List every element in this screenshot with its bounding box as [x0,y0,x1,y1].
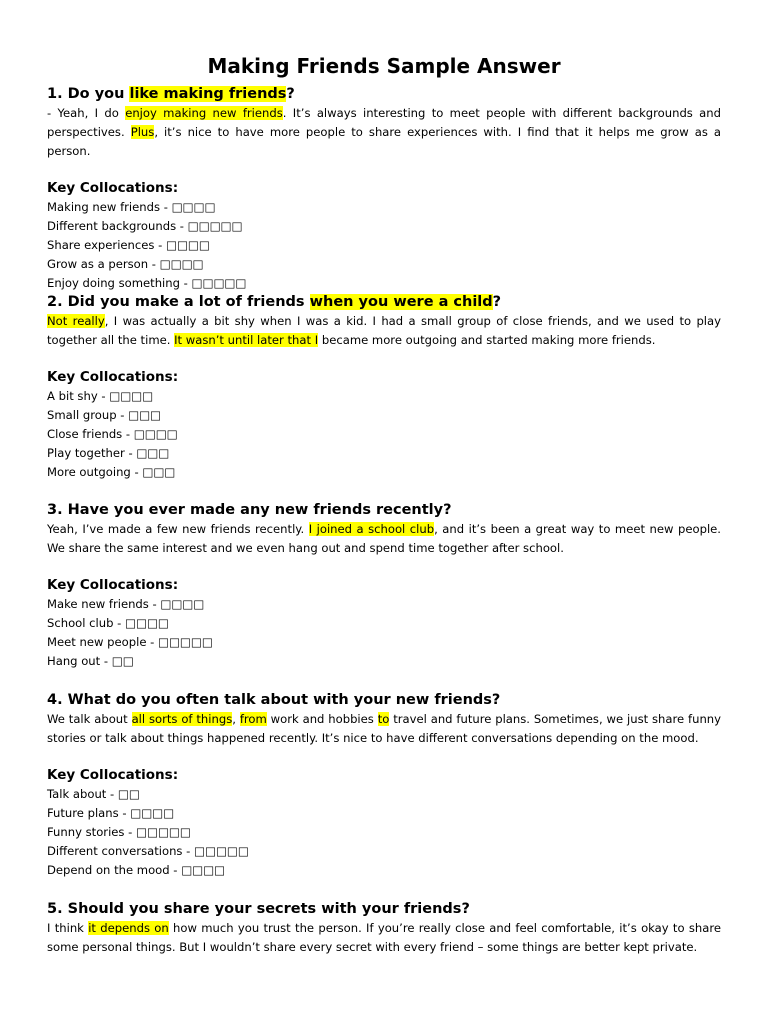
text-run: ? [492,294,502,310]
collocation-term: Hang out - [47,654,112,668]
collocation-item [47,274,721,293]
collocation-item [47,823,721,842]
collocation-item [47,217,721,236]
question-heading [47,292,721,312]
collocation-gloss: □□□□ [160,597,205,611]
highlighted-text: all sorts of things [131,712,233,726]
highlighted-text: like making friends [129,86,287,102]
collocation-item [47,236,721,255]
text-run: 5. Should you share your secrets with your friends? [47,901,470,917]
text-run: 1. Do you [47,86,130,102]
text-run: how much you trust the person. If you’re really close and feel comfortable, it’s okay to share some personal things. But I wouldn’t share every secret with every friend – some things are better kept private. [47,921,721,954]
text-run: 3. Have you ever made any new friends recently? [47,502,452,518]
collocation-item [47,861,721,880]
question-heading [47,500,721,520]
text-run: - Yeah, I do [47,106,126,120]
collocation-gloss: □□ [117,787,140,801]
collocation-term: Different backgrounds - [47,219,188,233]
collocation-item [47,255,721,274]
highlighted-text: to [377,712,390,726]
collocation-item [47,804,721,823]
collocation-term: Close friends - [47,427,134,441]
text-run: ? [286,86,295,102]
highlighted-text: when you were a child [309,294,493,310]
collocation-gloss: □□□□ [133,427,178,441]
collocation-gloss: □□□ [136,446,170,460]
collocation-item [47,425,721,444]
text-run: travel and future plans. Sometimes, we just share funny stories or talk about things happened recently. It’s nice to have different conversations depending on the mood. [47,712,722,745]
text-run: , and it’s been a great way to meet new people. We share the same interest and we even hang out and spend time together after school. [47,522,721,555]
collocation-gloss: □□□□ [171,200,216,214]
collocation-term: Share experiences - [47,238,166,252]
collocation-term: Play together - [47,446,137,460]
collocation-gloss: □□□□□ [158,635,213,649]
qa-section [47,899,721,957]
highlighted-text: I joined a school club [308,522,435,536]
collocation-item [47,463,721,482]
qa-section [47,500,721,671]
collocation-term: Enjoy doing something - [47,276,192,290]
highlighted-text: It wasn’t until later that I [174,333,319,347]
collocation-gloss: □□□ [142,465,176,479]
text-run: 4. What do you often talk about with your new friends? [47,692,501,708]
collocation-gloss: □□□□ [159,257,204,271]
question-heading [47,690,721,710]
collocation-item [47,842,721,861]
collocation-gloss: □□□□ [130,806,175,820]
collocation-term: Meet new people - [47,635,159,649]
text-run: , [232,712,240,726]
answer-paragraph [47,710,721,748]
text-run: Yeah, I’ve made a few new friends recently. [47,522,309,536]
text-run: , I was actually a bit shy when I was a kid. I had a small group of close friends, and we used to play together all the time. [47,314,721,347]
collocation-gloss: □□□□□ [187,219,243,233]
highlighted-text: Not really [47,314,105,328]
collocation-term: Make new friends - [47,597,161,611]
collocation-gloss: □□□□ [166,238,210,252]
key-collocations-heading: Key Collocations: [47,369,179,385]
collocation-item [47,633,721,652]
answer-paragraph [47,919,721,957]
collocation-term: Making new friends - [47,200,172,214]
collocation-gloss: □□□□□ [136,825,191,839]
answer-paragraph [47,312,721,350]
qa-section [47,690,721,880]
collocation-item [47,406,721,425]
collocation-gloss: □□ [111,654,134,668]
text-run: We talk about [47,712,132,726]
collocation-item [47,595,721,614]
collocation-term: Talk about - [47,787,118,801]
collocation-gloss: □□□□□ [191,276,247,290]
collocation-gloss: □□□ [128,408,161,422]
collocation-gloss: □□□□ [181,863,226,877]
question-heading [47,899,721,919]
collocation-term: A bit shy - [47,389,110,403]
highlighted-text: from [239,712,267,726]
answer-paragraph [47,520,721,558]
collocation-item [47,198,721,217]
collocation-term: Grow as a person - [47,257,160,271]
collocation-term: Funny stories - [47,825,137,839]
highlighted-text: enjoy making new friends [125,106,283,120]
qa-section [47,84,721,293]
text-run: I think [47,921,89,935]
page-title: Making Friends Sample Answer [207,54,561,78]
collocation-item [47,614,721,633]
key-collocations-heading: Key Collocations: [47,180,179,196]
collocation-gloss: □□□□□ [194,844,249,858]
text-run: . It’s always interesting to meet people with different backgrounds and perspectives. [47,106,721,139]
collocation-term: School club - [47,616,126,630]
collocation-item [47,652,721,671]
text-run: work and hobbies [266,712,378,726]
collocation-gloss: □□□□ [109,389,154,403]
collocation-term: Different conversations - [47,844,195,858]
text-run: , it’s nice to have more people to share experiences with. I find that it helps me grow as a person. [47,125,722,158]
answer-paragraph [47,104,721,161]
qa-section [47,292,721,482]
text-run: became more outgoing and started making more friends. [318,333,656,347]
collocation-item [47,444,721,463]
collocation-item [47,785,721,804]
question-heading [47,84,721,104]
collocation-term: Depend on the mood - [47,863,182,877]
key-collocations-heading: Key Collocations: [47,577,179,593]
collocation-gloss: □□□□ [125,616,169,630]
highlighted-text: Plus [130,125,155,139]
key-collocations-heading: Key Collocations: [47,767,179,783]
collocation-item [47,387,721,406]
highlighted-text: it depends on [88,921,169,935]
collocation-term: More outgoing - [47,465,143,479]
text-run: 2. Did you make a lot of friends [47,294,310,310]
collocation-term: Future plans - [47,806,131,820]
collocation-term: Small group - [47,408,129,422]
